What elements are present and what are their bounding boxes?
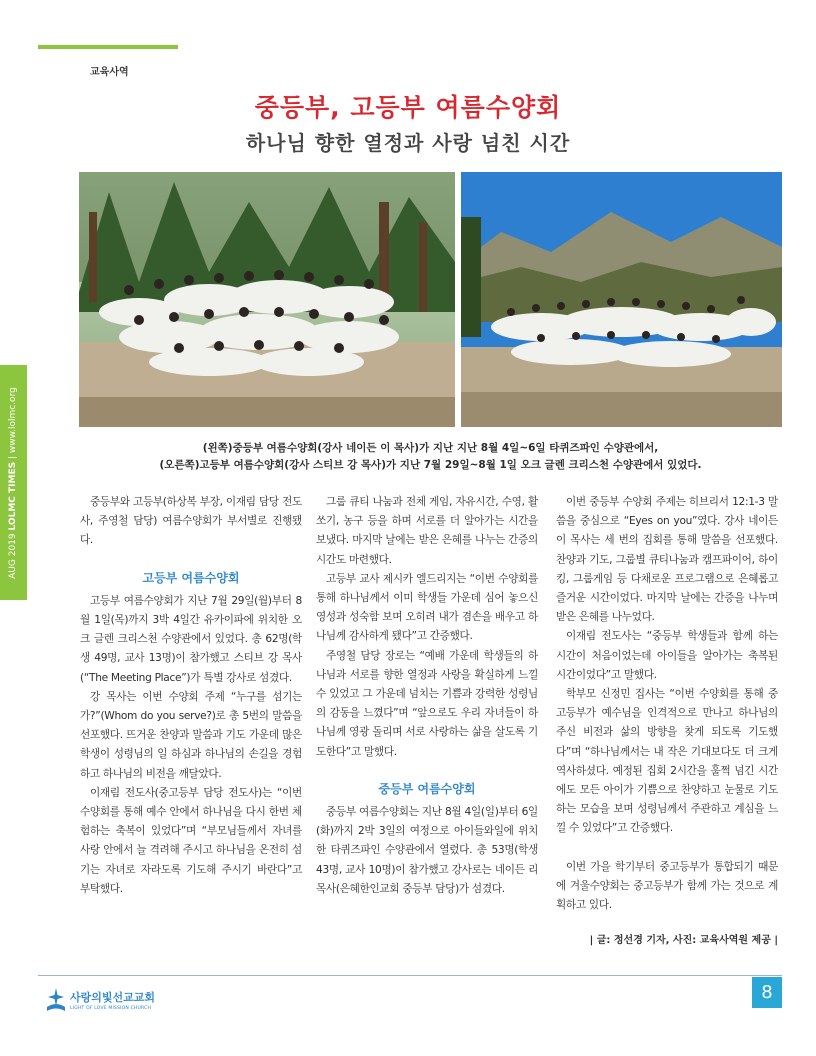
article-column-1 — [80, 493, 302, 899]
middle-school-heading: 중등부 여름수양회 — [378, 781, 476, 796]
paragraph: 고등부 여름수양회가 지난 7월 29일(월)부터 8월 1일(목)까지 3박 4일간 유카이파에 위치한 오크 글렌 크리스천 수양관에서 있었다. 총 62명(학생 49명, 교사 13명)이 참가했고 스티브 강 목사(“The Meeting Place”)가 특별 강사로 섬겼다. — [80, 594, 302, 684]
caption-line-2: (오른쪽)고등부 여름수양회(강사 스티브 강 목사)가 지난 7월 29일~8월 1일 오크 글렌 크리스천 수양관에서 있었다. — [159, 459, 702, 471]
top-accent-rule — [38, 45, 178, 49]
paragraph: 학부모 신정민 집사는 “이번 수양회를 통해 중고등부가 예수님을 인격적으로 만나고 하나님의 주신 비전과 삶의 방향을 찾게 되도록 기도했다”며 “하나님께서는 내 작은 기대보다도 더 크게 역사하셨다. 예정된 집회 2시간을 훌쩍 넘긴 시간에도 모든 아이가 기쁨으로 찬양하고 눈물로 기도하는 모습을 보며 성령님께서 주관하고 계심을 느낄 수 있었다”고 간증했다. — [556, 688, 778, 835]
church-name: 사랑의빛선교교회 — [70, 991, 156, 1004]
article-title: 중등부, 고등부 여름수양회 — [254, 93, 562, 122]
article-column-3 — [556, 493, 778, 950]
church-logo — [45, 987, 195, 1017]
website-url: www.lolmc.org — [8, 387, 18, 454]
closing-paragraph: 이번 가을 학기부터 중고등부가 통합되기 때문에 겨울수양회는 중고등부가 함께 가는 것으로 계획하고 있다. — [556, 860, 778, 912]
paragraph: 중등부 여름수양회는 지난 8월 4일(일)부터 6일(화)까지 2박 3일의 여정으로 아이들와일에 위치한 타퀴즈파인 수양관에서 열렸다. 총 53명(학생 43명, 교사 10명)이 참가했고 강사로는 네이든 리 목사(은혜한인교회 중등부 담당)가 섬겼다. — [316, 806, 538, 895]
intro-paragraph: 중등부와 고등부(하상복 부장, 이재림 담당 전도사, 주영철 담당) 여름수양회가 부서별로 진행됐다. — [80, 496, 302, 547]
publication-name: LOLMC TIMES — [8, 461, 18, 531]
page-number: 8 — [752, 977, 782, 1008]
high-school-heading: 고등부 여름수양회 — [142, 570, 240, 585]
caption-line-1: (왼쪽)중등부 여름수양회(강사 네이든 이 목사)가 지난 지난 8월 4일~6일 타퀴즈파인 수양관에서, — [202, 442, 659, 454]
paragraph: 고등부 교사 제시카 엘드리지는 “이번 수양회를 통해 하나님께서 이미 학생들 가운데 심어 놓으신 영성과 성숙함 보며 오히려 내가 겸손을 배우고 하나님께 감사하게 됐다”고 간증했다. — [316, 572, 538, 643]
paragraph: 강 목사는 이번 수양회 주제 “누구를 섬기는가?”(Whom do you serve?)로 총 5번의 말씀을 선포했다. 뜨거운 찬양과 말씀과 기도 가운데 많은 학생이 성령님의 일 하심과 하나님의 손길을 경험하고 하나님의 비전을 깨달았다. — [80, 690, 302, 780]
section-label: 교육사역 — [90, 67, 129, 78]
paragraph: 주영철 담당 장로는 “예배 가운데 학생들의 하나님과 서로를 향한 열정과 사랑을 확실하게 느낄 수 있었고 그 가운데 넘치는 기쁨과 강력한 성령님의 감동을 느꼈다”며 “앞으로도 우리 자녀들이 하나님께 영광 돌리며 서로 사랑하는 삶을 살도록 기도한다”고 말했다. — [316, 649, 538, 758]
sidebar-separator: | — [8, 453, 18, 462]
photo-caption — [79, 440, 782, 474]
footer-rule — [38, 975, 782, 976]
middle-school-retreat-group-photo — [79, 172, 455, 427]
paragraph: 이재림 전도사(중고등부 담당 전도사)는 “이번 수양회를 통해 예수 안에서 하나님을 다시 한번 체험하는 축복이 있었다”며 “부모님들께서 자녀를 사랑 안에서 늘 격려해 주시고 하나님을 온전히 섬기는 자녀로 자라도록 기도해 주시기 바란다”고 부탁했다. — [80, 786, 302, 895]
high-school-retreat-group-photo — [461, 172, 782, 427]
paragraph: 이번 중등부 수양회 주제는 히브리서 12:1-3 말씀을 중심으로 “Eyes on you”였다. 강사 네이든 이 목사는 세 번의 집회를 통해 말씀을 선포했다. 찬양과 기도, 그룹별 큐티나눔과 캠프파이어, 하이킹, 그룹게임 등 다채로운 프로그램으로 은혜롭고 즐거운 시간이었다. 마지막 날에는 간증을 나누며 받은 은혜를 나누었다. — [556, 496, 778, 624]
article-column-2 — [316, 493, 538, 899]
article-subtitle: 하나님 향한 열정과 사랑 넘친 시간 — [245, 131, 571, 155]
issue-date: AUG 2019 — [8, 533, 18, 579]
paragraph: 그룹 큐티 나눔과 전체 게임, 자유시간, 수영, 활쏘기, 농구 등을 하며 서로를 더 알아가는 시간을 보냈다. 마지막 날에는 받은 은혜를 나누는 간증의 시간도 마련했다. — [316, 496, 538, 566]
author-credit: | 글: 정선경 기자, 사진: 교육사역원 제공 | — [589, 935, 778, 947]
paragraph-spacer — [556, 839, 778, 858]
issue-sidebar-text — [8, 366, 18, 601]
paragraph: 이재림 전도사는 “중등부 학생들과 함께 하는 시간이 처음이었는데 아이들을 알아가는 축복된 시간이었다”고 말했다. — [556, 630, 778, 681]
church-english-name: LIGHT OF LOVE MISSION CHURCH — [70, 1006, 152, 1011]
church-logo-icon — [45, 987, 67, 1013]
